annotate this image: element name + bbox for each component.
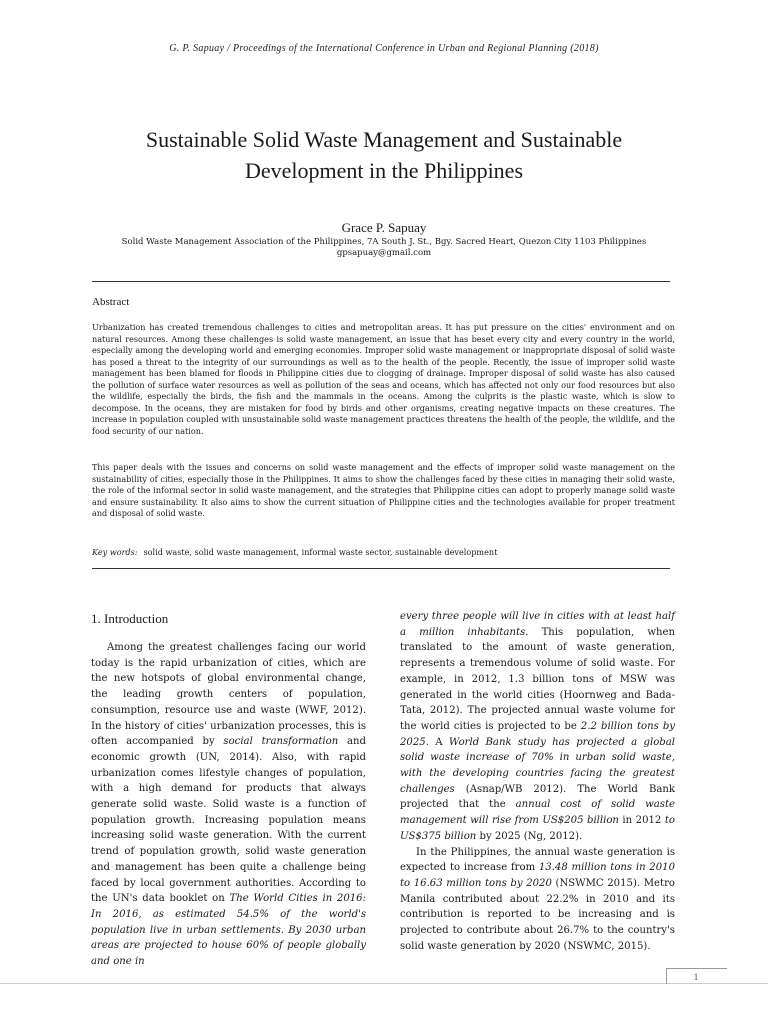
intro-paragraph-1-continued	[400, 609, 675, 845]
intro-text: (NSWMC 2015). Metro Manila contributed about 22.2% in 2010 and its contribution is reported to be increasing and is projected to contribute about 26.7% to the country's solid waste generation by 2020 (NSWMC, 2015).	[400, 877, 675, 952]
intro-text: This population, when translated to the amount of waste generation, represents a tremendous volume of solid waste. For example, in 2012, 1.3 billion tons of MSW was generated in the world cities (Hoornweg and Bada-Tata, 2012). The projected annual waste volume for the world cities is projected to be	[400, 626, 675, 732]
intro-text: by 2025 (Ng, 2012).	[476, 830, 583, 842]
paper-title	[60, 124, 708, 186]
keywords-list: solid waste, solid waste management, informal waste sector, sustainable development	[143, 547, 498, 557]
author-affiliation: Solid Waste Management Association of the Philippines, 7A South J. St., Bgy. Sacred Heart, Quezon City 1103 Philippines	[121, 237, 647, 247]
intro-emphasis: 13.48 million tons in 2010 to 16.63 million tons by 2020	[400, 862, 675, 889]
abstract-paragraph-2: This paper deals with the issues and concerns on solid waste management and the effects of improper solid waste management on the sustainability of cities, especially those in the Philippines. It aims to show the challenges faced by these cities in managing their solid waste, the role of the informal sector in solid waste management, and the strategies that Philippine cities can adopt to properly manage solid waste and ensure sustainability. It also aims to show the current situation of Philippine cities and the technologies available for proper treatment and disposal of solid waste.	[92, 462, 675, 518]
page-number: 1	[693, 972, 699, 982]
intro-emphasis: 2.2 billion tons by 2025	[400, 720, 675, 748]
section-heading-introduction: 1. Introduction	[91, 611, 169, 626]
paper-title-line-2: Development in the Philippines	[244, 158, 524, 183]
top-divider	[92, 281, 670, 282]
abstract-heading: Abstract	[92, 296, 130, 308]
author-name: Grace P. Sapuay	[341, 220, 427, 235]
footer-line	[0, 983, 768, 984]
intro-emphasis: every three people will live in cities with at least half a million inhabitants.	[400, 611, 675, 638]
keywords-label: Key words:	[92, 547, 138, 557]
intro-text: and economic growth (UN, 2014). Also, with rapid urbanization comes lifestyle changes of population, with a high demand for products that always generate solid waste. Solid waste is a function of population growth. Increasing population means increasing solid waste generation. With the current trend of population growth, solid waste generation and management has been quite a challenge being faced by local government authorities. According to the UN's data booklet on	[91, 736, 366, 905]
running-head: G. P. Sapuay / Proceedings of the International Conference in Urban and Regional Planning (2018)	[169, 43, 599, 54]
intro-emphasis: to US$375 billion	[400, 815, 675, 842]
body-column-left	[91, 640, 366, 970]
author-email: gpsapuay@gmail.com	[336, 248, 432, 258]
intro-emphasis: The World Cities in 2016: In 2016, as estimated 54.5% of the world's population live in urban settlements. By 2030 urban areas are projected to house 60% of people globally and one in	[91, 893, 366, 968]
paper-title-line-1: Sustainable Solid Waste Management and Sustainable	[145, 127, 623, 152]
intro-text: Among the greatest challenges facing our world today is the rapid urbanization of cities, which are the new hotspots of global environmental change, the leading growth centers of population, consumption, resource use and waste (WWF, 2012). In the history of cities' urbanization processes, this is often accompanied by	[91, 642, 366, 748]
body-column-right	[400, 609, 675, 954]
intro-emphasis: World Bank study has projected a global solid waste increase of 70% in urban solid waste, with the developing countries facing the greatest challenges	[400, 736, 675, 795]
intro-emphasis: annual cost of solid waste management will rise from US$205 billion	[400, 799, 676, 827]
intro-paragraph-1	[91, 640, 366, 970]
intro-text: In the Philippines, the annual waste generation is expected to increase from	[400, 846, 675, 874]
bottom-divider	[92, 568, 670, 569]
intro-text: . A	[425, 736, 449, 748]
intro-text: in 2012	[618, 815, 665, 827]
intro-paragraph-2	[400, 845, 675, 955]
abstract-paragraph-1: Urbanization has created tremendous challenges to cities and metropolitan areas. It has put pressure on the cities' environment and on natural resources. Among these challenges is solid waste management, an issue that has beset every city and every country in the world, especially among the developing world and emerging economies. Improper solid waste management or inappropriate disposal of solid waste has posed a threat to the integrity of our surroundings as well as to the health of the people. Recently, the issue of improper solid waste management has been blamed for floods in Philippine cities due to clogging of drainage. Improper disposal of solid waste has also caused the pollution of surface water resources as well as pollution of the seas and oceans, which has affected not only our food resources but also the wildlife, especially the birds, the fish and the mammals in the oceans. Among the culprits is the plastic waste, which is slow to decompose. In the oceans, they are mistaken for food by birds and other organisms, creating negative impacts on these creatures. The increase in population coupled with unsustainable solid waste management practices threatens the health of the people, the wildlife, and the food security of our nation.	[92, 322, 675, 436]
keywords	[92, 547, 675, 557]
intro-emphasis: social transformation	[223, 736, 339, 748]
intro-text: (Asnap/WB 2012). The World Bank projected that the	[400, 783, 675, 811]
